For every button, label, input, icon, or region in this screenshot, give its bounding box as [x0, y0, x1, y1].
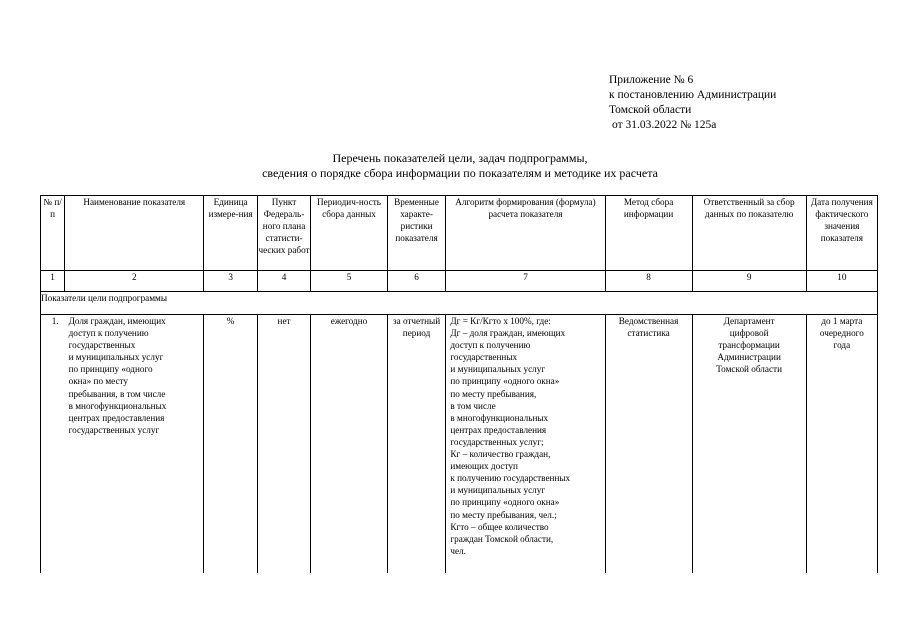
indicator-name: Доля граждан, имеющих доступ к получению государственных и муниципальных услуг по принципу «одного окна» по месту пребывания, в том числе в многофункциональных центрах предоставления государственных услуг [65, 315, 204, 574]
row-number: 1. [41, 315, 65, 574]
column-number: 1 [41, 271, 65, 292]
header-cell: Периодич-ность сбора данных [311, 196, 387, 271]
section-label: Показатели цели подпрограммы [41, 292, 878, 315]
date-cell: до 1 марта очередного года [806, 315, 877, 574]
time-characteristic-cell: за отчетный период [387, 315, 446, 574]
column-number: 3 [204, 271, 257, 292]
section-row [41, 292, 878, 315]
header-row [41, 196, 878, 271]
plan-item-cell: нет [257, 315, 310, 574]
header-cell: Единица измере-ния [204, 196, 257, 271]
formula-cell: Дг = Кг/Кгто x 100%, где: Дг – доля граждан, имеющих доступ к получению государственных и муниципальных услуг по принципу «одного окна» по месту пребывания, в том числе в многофункциональных центрах предоставления государственных услуг; Кг – количество граждан, имеющих доступ к получению государственных и муниципальных услуг по принципу «одного окна» по месту пребывания, чел.; Кгто – общее количество граждан Томской области, чел. [446, 315, 605, 574]
indicators-table [40, 195, 878, 573]
header-cell: Ответственный за сбор данных по показателю [692, 196, 806, 271]
header-cell: Наименование показателя [65, 196, 204, 271]
column-number: 10 [806, 271, 877, 292]
column-number-row [41, 271, 878, 292]
method-cell: Ведомственная статистика [605, 315, 692, 574]
column-number: 6 [387, 271, 446, 292]
header-cell: Дата получения фактического значения показателя [806, 196, 877, 271]
document-title [160, 151, 760, 181]
column-number: 5 [311, 271, 387, 292]
header-cell: Пункт Федераль-ного плана статисти-ческих работ [257, 196, 310, 271]
responsible-cell: Департамент цифровой трансформации Администрации Томской области [692, 315, 806, 574]
column-number: 2 [65, 271, 204, 292]
column-number: 9 [692, 271, 806, 292]
appendix-line: Приложение № 6 [609, 74, 694, 86]
appendix-line: Томской области [609, 104, 692, 116]
column-number: 4 [257, 271, 310, 292]
header-cell: № п/п [41, 196, 65, 271]
column-number: 7 [446, 271, 605, 292]
header-cell: Метод сбора информации [605, 196, 692, 271]
periodicity-cell: ежегодно [311, 315, 387, 574]
appendix-block [609, 73, 776, 133]
table-row [41, 315, 878, 574]
unit-cell: % [204, 315, 257, 574]
header-cell: Временные характе-ристики показателя [387, 196, 446, 271]
appendix-line: к постановлению Администрации [609, 89, 777, 101]
title-line: Перечень показателей цели, задач подпрограммы, [332, 151, 588, 165]
header-cell: Алгоритм формирования (формула) расчета показателя [446, 196, 605, 271]
appendix-line: от 31.03.2022 № 125а [612, 119, 717, 131]
title-line: сведения о порядке сбора информации по показателям и методике их расчета [262, 166, 658, 180]
column-number: 8 [605, 271, 692, 292]
